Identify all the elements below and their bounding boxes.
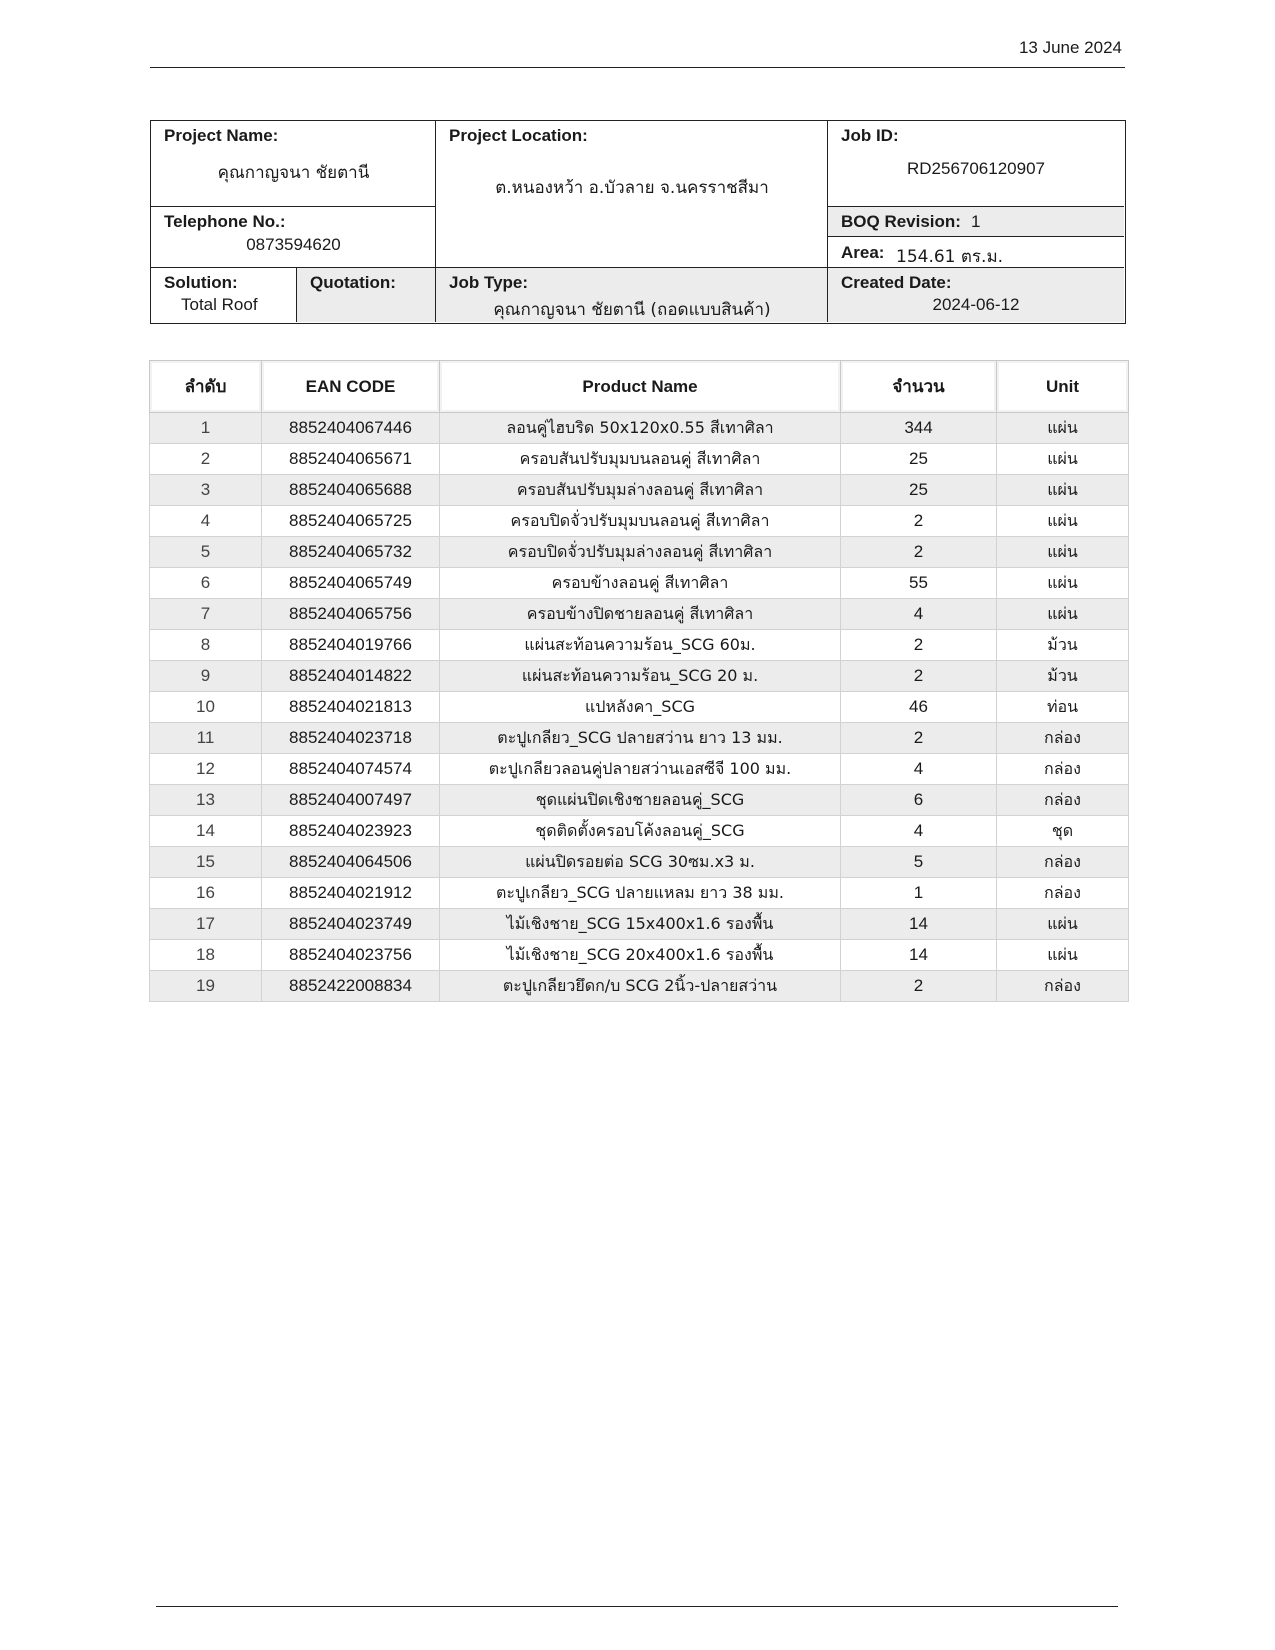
table-body: [150, 413, 1129, 1002]
row-order: 9: [150, 661, 262, 692]
row-ean-code: 8852404023756: [262, 940, 440, 971]
boq-revision-value: 1: [971, 212, 981, 231]
row-product-name: ครอบข้างลอนคู่ สีเทาศิลา: [440, 568, 841, 599]
row-unit: แผ่น: [997, 599, 1129, 630]
row-quantity: 25: [841, 444, 997, 475]
row-order: 17: [150, 909, 262, 940]
row-product-name: แปหลังคา_SCG: [440, 692, 841, 723]
row-quantity: 2: [841, 630, 997, 661]
row-order: 6: [150, 568, 262, 599]
job-id-value: RD256706120907: [906, 159, 1045, 178]
row-ean-code: 8852404067446: [262, 413, 440, 444]
row-order: 7: [150, 599, 262, 630]
row-quantity: 4: [841, 816, 997, 847]
row-order: 4: [150, 506, 262, 537]
row-quantity: 5: [841, 847, 997, 878]
project-name-value: คุณกาญจนา ชัยตานี: [217, 163, 370, 183]
row-order: 5: [150, 537, 262, 568]
boq-revision-cell: [828, 207, 1124, 237]
table-row: [150, 847, 1129, 878]
project-location-label: Project Location:: [449, 126, 588, 145]
row-ean-code: 8852404074574: [262, 754, 440, 785]
created-date-label: Created Date:: [841, 273, 952, 292]
document-date: 13 June 2024: [1018, 38, 1122, 57]
row-unit: กล่อง: [997, 847, 1129, 878]
job-type-value: คุณกาญจนา ชัยตานี (ถอดแบบสินค้า): [493, 300, 771, 320]
row-quantity: 344: [841, 413, 997, 444]
table-row: [150, 785, 1129, 816]
row-product-name: ครอบสันปรับมุมล่างลอนคู่ สีเทาศิลา: [440, 475, 841, 506]
table-row: [150, 909, 1129, 940]
row-quantity: 2: [841, 661, 997, 692]
project-info-box: [150, 120, 1126, 324]
row-unit: แผ่น: [997, 413, 1129, 444]
created-date-cell: [828, 267, 1124, 322]
row-quantity: 46: [841, 692, 997, 723]
row-unit: แผ่น: [997, 537, 1129, 568]
row-quantity: 6: [841, 785, 997, 816]
row-quantity: 2: [841, 971, 997, 1002]
row-ean-code: 8852404007497: [262, 785, 440, 816]
row-quantity: 14: [841, 940, 997, 971]
column-header-product-name: Product Name: [440, 361, 841, 413]
quotation-cell: [297, 267, 436, 322]
row-unit: แผ่น: [997, 568, 1129, 599]
row-ean-code: 8852404065732: [262, 537, 440, 568]
project-location-cell: [436, 121, 828, 268]
row-ean-code: 8852404014822: [262, 661, 440, 692]
solution-cell: [151, 267, 297, 322]
row-product-name: ครอบปิดจั่วปรับมุมล่างลอนคู่ สีเทาศิลา: [440, 537, 841, 568]
row-unit: แผ่น: [997, 475, 1129, 506]
row-ean-code: 8852404064506: [262, 847, 440, 878]
row-quantity: 1: [841, 878, 997, 909]
row-unit: แผ่น: [997, 506, 1129, 537]
quotation-label: Quotation:: [310, 273, 396, 292]
table-row: [150, 475, 1129, 506]
row-ean-code: 8852404065749: [262, 568, 440, 599]
job-id-label: Job ID:: [841, 126, 899, 145]
row-product-name: แผ่นสะท้อนความร้อน_SCG 20 ม.: [440, 661, 841, 692]
row-product-name: ตะปูเกลียวยึดก/บ SCG 2นิ้ว-ปลายสว่าน: [440, 971, 841, 1002]
row-unit: ม้วน: [997, 661, 1129, 692]
table-row: [150, 661, 1129, 692]
table-row: [150, 692, 1129, 723]
row-unit: กล่อง: [997, 971, 1129, 1002]
table-header-row: [150, 361, 1129, 413]
row-order: 14: [150, 816, 262, 847]
job-type-label: Job Type:: [449, 273, 529, 292]
row-quantity: 14: [841, 909, 997, 940]
area-value: 154.61 ตร.ม.: [896, 247, 1004, 267]
row-ean-code: 8852422008834: [262, 971, 440, 1002]
row-product-name: แผ่นปิดรอยต่อ SCG 30ซม.x3 ม.: [440, 847, 841, 878]
row-order: 1: [150, 413, 262, 444]
column-header-quantity: จำนวน: [841, 361, 997, 413]
row-order: 13: [150, 785, 262, 816]
area-cell: [828, 237, 1124, 268]
table-row: [150, 878, 1129, 909]
table-row: [150, 816, 1129, 847]
row-unit: แผ่น: [997, 940, 1129, 971]
row-product-name: ตะปูเกลียวลอนคู่ปลายสว่านเอสซีจี 100 มม.: [440, 754, 841, 785]
column-header-unit: Unit: [997, 361, 1129, 413]
created-date-value: 2024-06-12: [932, 295, 1020, 314]
row-product-name: แผ่นสะท้อนความร้อน_SCG 60ม.: [440, 630, 841, 661]
row-order: 10: [150, 692, 262, 723]
telephone-cell: [151, 207, 436, 268]
project-location-value: ต.หนองหว้า อ.บัวลาย จ.นครราชสีมา: [495, 178, 769, 198]
table-row: [150, 506, 1129, 537]
telephone-value: 0873594620: [246, 235, 341, 254]
table-row: [150, 630, 1129, 661]
column-header-ean: EAN CODE: [262, 361, 440, 413]
job-id-cell: [828, 121, 1124, 207]
table-row: [150, 971, 1129, 1002]
row-ean-code: 8852404065725: [262, 506, 440, 537]
row-unit: แผ่น: [997, 909, 1129, 940]
row-ean-code: 8852404023749: [262, 909, 440, 940]
row-unit: กล่อง: [997, 723, 1129, 754]
row-product-name: ลอนคู่ไฮบริด 50x120x0.55 สีเทาศิลา: [440, 413, 841, 444]
row-unit: ท่อน: [997, 692, 1129, 723]
footer-divider: [156, 1606, 1118, 1607]
row-product-name: ชุดแผ่นปิดเชิงชายลอนคู่_SCG: [440, 785, 841, 816]
row-product-name: ครอบข้างปิดชายลอนคู่ สีเทาศิลา: [440, 599, 841, 630]
row-product-name: ไม้เชิงชาย_SCG 15x400x1.6 รองพื้น: [440, 909, 841, 940]
row-quantity: 4: [841, 599, 997, 630]
row-order: 12: [150, 754, 262, 785]
row-order: 15: [150, 847, 262, 878]
row-product-name: ครอบสันปรับมุมบนลอนคู่ สีเทาศิลา: [440, 444, 841, 475]
row-ean-code: 8852404021813: [262, 692, 440, 723]
boq-revision-label: BOQ Revision:: [841, 212, 961, 231]
row-product-name: ตะปูเกลียว_SCG ปลายแหลม ยาว 38 มม.: [440, 878, 841, 909]
row-ean-code: 8852404023718: [262, 723, 440, 754]
row-unit: ม้วน: [997, 630, 1129, 661]
row-quantity: 55: [841, 568, 997, 599]
row-order: 2: [150, 444, 262, 475]
row-quantity: 2: [841, 537, 997, 568]
row-unit: กล่อง: [997, 785, 1129, 816]
row-product-name: ตะปูเกลียว_SCG ปลายสว่าน ยาว 13 มม.: [440, 723, 841, 754]
job-type-cell: [436, 267, 828, 322]
row-product-name: ไม้เชิงชาย_SCG 20x400x1.6 รองพื้น: [440, 940, 841, 971]
telephone-label: Telephone No.:: [164, 212, 286, 231]
table-row: [150, 599, 1129, 630]
row-order: 8: [150, 630, 262, 661]
row-quantity: 2: [841, 506, 997, 537]
row-order: 19: [150, 971, 262, 1002]
header-divider: [150, 67, 1125, 68]
table-row: [150, 568, 1129, 599]
row-ean-code: 8852404065688: [262, 475, 440, 506]
row-order: 16: [150, 878, 262, 909]
row-unit: กล่อง: [997, 878, 1129, 909]
row-quantity: 2: [841, 723, 997, 754]
row-unit: ชุด: [997, 816, 1129, 847]
project-name-cell: [151, 121, 436, 207]
row-ean-code: 8852404019766: [262, 630, 440, 661]
table-row: [150, 413, 1129, 444]
row-ean-code: 8852404023923: [262, 816, 440, 847]
table-row: [150, 537, 1129, 568]
solution-value: Total Roof: [181, 295, 258, 314]
boq-items-table: [149, 360, 1129, 1002]
area-label: Area:: [841, 243, 885, 262]
table-row: [150, 754, 1129, 785]
row-quantity: 25: [841, 475, 997, 506]
row-unit: แผ่น: [997, 444, 1129, 475]
row-product-name: ครอบปิดจั่วปรับมุมบนลอนคู่ สีเทาศิลา: [440, 506, 841, 537]
solution-label: Solution:: [164, 273, 238, 292]
table-row: [150, 723, 1129, 754]
row-product-name: ชุดติดตั้งครอบโค้งลอนคู่_SCG: [440, 816, 841, 847]
column-header-order: ลำดับ: [150, 361, 262, 413]
row-order: 3: [150, 475, 262, 506]
row-unit: กล่อง: [997, 754, 1129, 785]
project-name-label: Project Name:: [164, 126, 279, 145]
row-order: 11: [150, 723, 262, 754]
table-row: [150, 940, 1129, 971]
row-quantity: 4: [841, 754, 997, 785]
row-ean-code: 8852404065671: [262, 444, 440, 475]
row-order: 18: [150, 940, 262, 971]
row-ean-code: 8852404021912: [262, 878, 440, 909]
row-ean-code: 8852404065756: [262, 599, 440, 630]
table-row: [150, 444, 1129, 475]
